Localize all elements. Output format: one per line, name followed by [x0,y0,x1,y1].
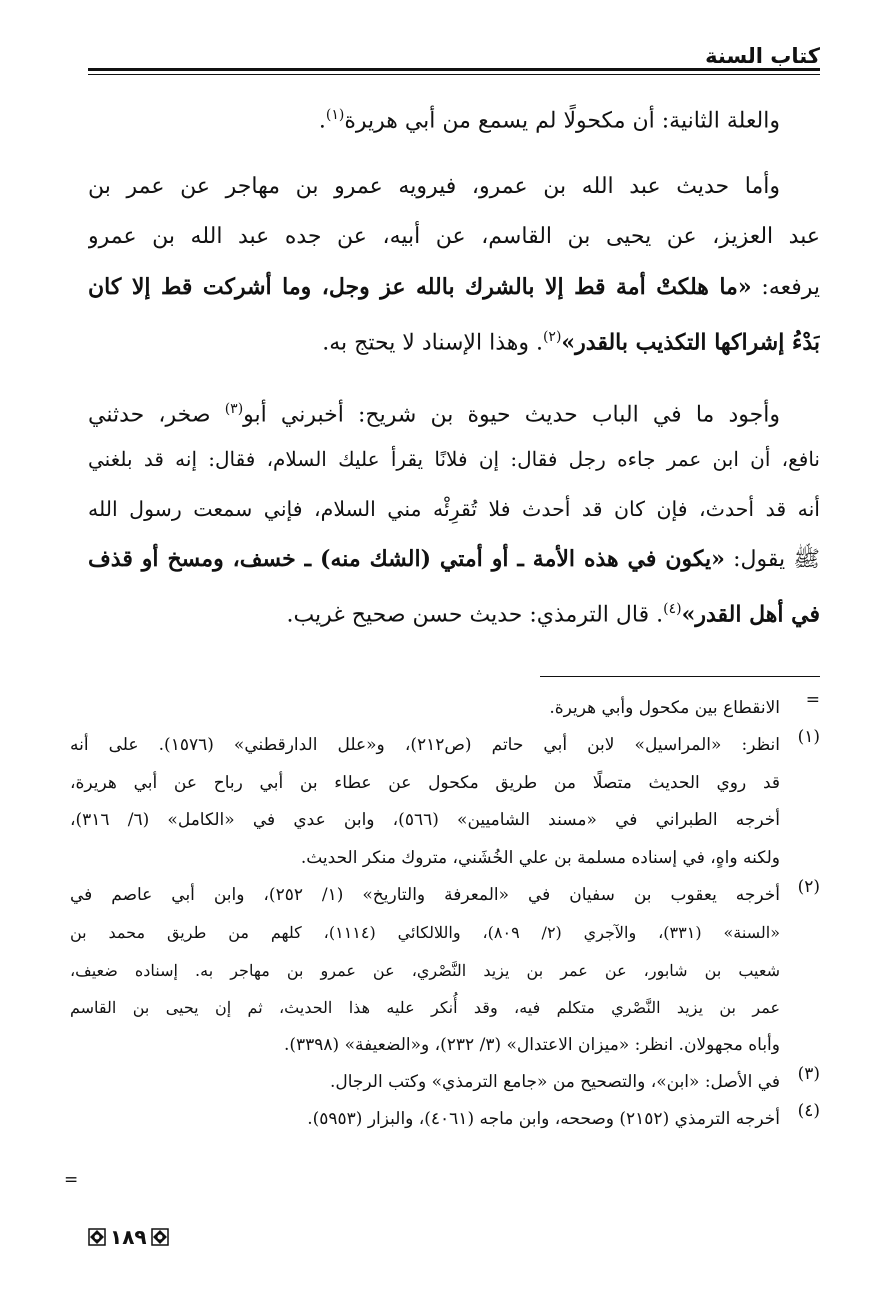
footnote-line: شعيب بن شابور، عن عمر بن يزيد النَّصْري، عن عمرو بن مهاجر به. إسناده ضعيف، [70,960,780,980]
footnote-ref-4: (٤) [663,601,682,617]
footnote-4 [70,1101,820,1138]
footnote-ref-1: (١) [325,107,345,123]
main-text [88,90,820,634]
footnote-3 [70,1064,820,1101]
header-rule-thick [88,68,820,71]
text-span: . وهذا الإسناد لا يحتج به. [322,330,543,356]
footnote-line: في الأصل: «ابن»، والتصحيح من «جامع الترمذي» وكتب الرجال. [329,1071,780,1092]
footnote-line: انظر: «المراسيل» لابن أبي حاتم (ص٢١٢)، و«علل الدارقطني» (١٥٧٦). على أنه [70,735,780,756]
page-number: ١٨٩ [110,1225,147,1249]
paragraph-1 [88,90,820,140]
text-line [88,312,820,362]
footnote-line: وأباه مجهولان. انظر: «ميزان الاعتدال» (٣/ ٢٣٢)، و«الضعيفة» (٣٣٩٨). [283,1034,780,1055]
text-span: يرفعه: [751,275,820,300]
continuation-mark-top: = [805,690,820,710]
footnote-line: ولكنه واهٍ، في إسناده مسلمة بن علي الخُشَني، متروك منكر الحديث. [300,847,780,868]
footnote-line: الانقطاع بين مكحول وأبي هريرة. [549,698,780,718]
footnote-2 [70,877,820,1064]
page-number-block [88,1225,169,1249]
footnote-line: أخرجه يعقوب بن سفيان في «المعرفة والتاريخ» (١/ ٢٥٢)، وابن أبي عاصم في [70,884,780,905]
footnote-line: قد روي الحديث متصلًا من طريق مكحول عن عطاء بن أبي رباح عن أبي هريرة، [70,772,780,793]
hadith-text: في أهل القدر» [681,601,820,628]
text-line [88,262,820,312]
text-span: . قال الترمذي: حديث حسن صحيح غريب. [286,602,664,628]
paragraph-3 [88,384,820,634]
hadith-text: «ما هلكتْ أمة قط إلا بالشرك بالله عز وجل، وما أشركت قط إلا كان [88,274,752,300]
ornament-right-icon [151,1228,169,1246]
text-span: صخر، حدثني [88,402,225,428]
text-span: ﷺ يقول: [724,547,820,572]
footnotes [70,690,820,1139]
footnote-line: أخرجه الطبراني في «مسند الشاميين» (٥٦٦)، وابن عدي في «الكامل» (٦/ ٣١٦)، [70,810,780,831]
footnote-line: أخرجه الترمذي (٢١٥٢) وصححه، وابن ماجه (٤٠٦١)، والبزار (٥٩٥٣). [307,1109,780,1130]
text-line [88,90,820,140]
text-line: أنه قد أحدث، فإن كان قد أحدث فلا تُقرِئْه مني السلام، فإني سمعت رسول الله [88,497,820,521]
footnote-ref-3: (٣) [224,401,244,417]
running-header-title: كتاب السنة [705,44,820,68]
continuation-mark-bottom: = [64,1170,79,1190]
ornament-left-icon [88,1228,106,1246]
text-span: . [318,108,326,134]
text-line [88,534,820,584]
paragraph-2 [88,162,820,362]
footnote-continuation [70,690,820,727]
footnote-number: (٣) [797,1063,820,1084]
header-rule-thin [88,74,820,75]
footnote-1 [70,727,820,877]
footnote-line: «السنة» (٣٣١)، والآجري (٢/ ٨٠٩)، واللالكائي (١١١٤)، كلهم من طريق محمد بن [70,923,780,943]
hadith-text: بَدْءُ إشراكها التكذيب بالقدر» [561,329,820,356]
text-line [88,384,820,434]
footnote-number: (٢) [797,876,820,897]
text-line: عبد العزيز، عن يحيى بن القاسم، عن أبيه، عن جده عبد الله بن عمرو [88,224,820,249]
footnote-ref-2: (٢) [542,329,562,345]
text-line: نافع، أن ابن عمر جاءه رجل فقال: إن فلانًا يقرأ عليك السلام، فقال: إنه قد بلغني [88,447,820,471]
text-line: وأما حديث عبد الله بن عمرو، فيرويه عمرو بن مهاجر عن عمر بن [88,174,780,199]
text-span: وأجود ما في الباب حديث حيوة بن شريح: أخبرني أبو [243,402,780,428]
footnote-line: عمر بن يزيد النَّصْري متكلم فيه، وقد أُنكر عليه هذا الحديث، ثم إن يحيى بن القاسم [70,998,780,1018]
footnote-number: (٤) [797,1101,820,1122]
footnote-separator [540,676,820,677]
footnote-number: (١) [797,727,820,748]
text-line [88,584,820,634]
hadith-text: «يكون في هذه الأمة ـ أو أمتي (الشك منه) ـ خسف، ومسخ أو قذف [88,546,725,572]
text-span: والعلة الثانية: أن مكحولًا لم يسمع من أبي هريرة [344,108,780,134]
